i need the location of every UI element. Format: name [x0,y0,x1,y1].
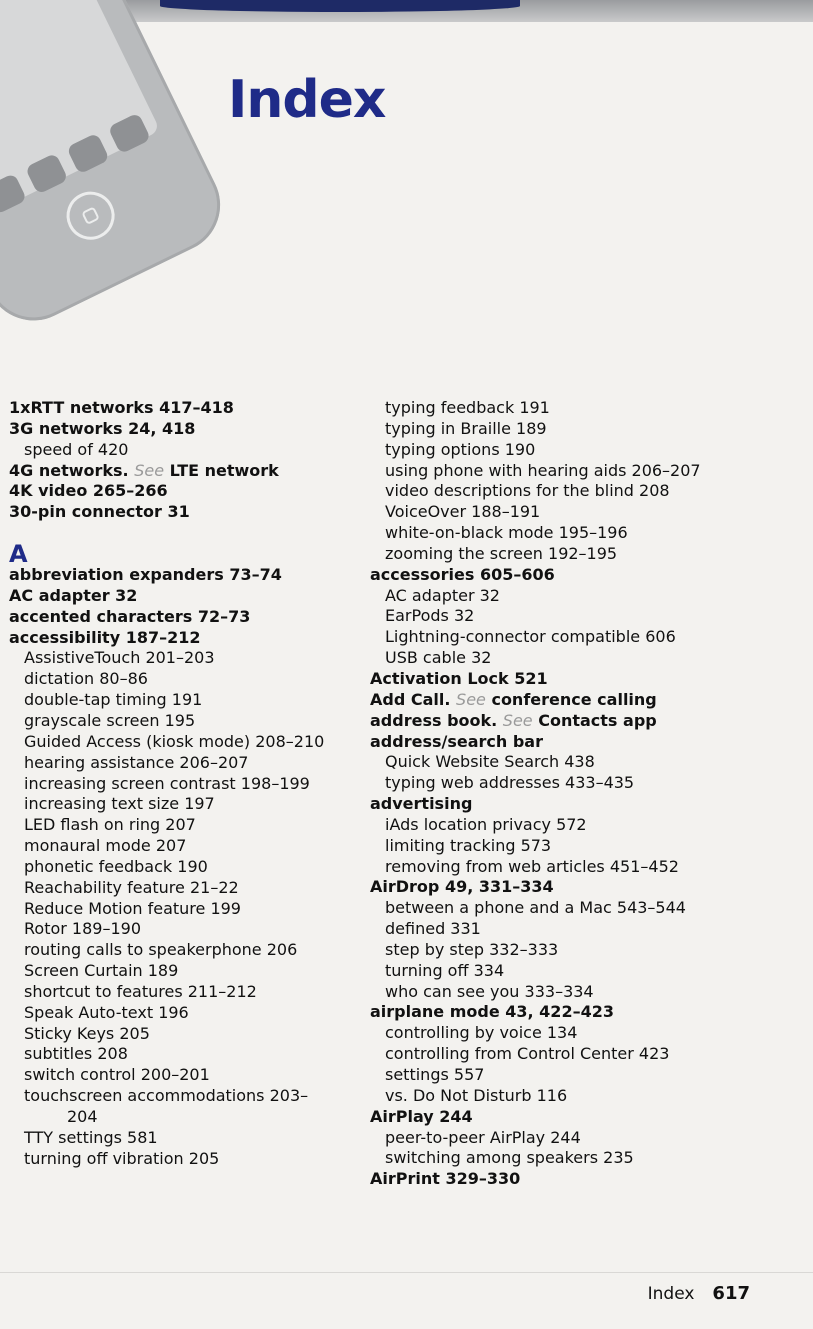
index-subentry: controlling by voice 134 [385,1023,578,1043]
index-letter-heading: A [9,540,28,569]
index-subentry: speed of 420 [24,439,129,459]
index-entry: address/search bar [370,731,543,751]
index-subentry: routing calls to speakerphone 206 [24,940,298,960]
see-reference-target: conference calling [491,689,657,709]
footer-rule [0,1272,813,1273]
index-subentry: typing web addresses 433–435 [385,773,635,793]
index-subentry: hearing assistance 206–207 [24,752,249,772]
index-subentry: limiting tracking 573 [385,835,552,855]
phone-screen [0,0,160,217]
index-entry-term: Add Call. [370,689,451,709]
index-subentry: video descriptions for the blind 208 [385,481,670,501]
index-subentry: touchscreen accommodations 203– [24,1086,309,1106]
index-subentry: removing from web articles 451–452 [385,856,679,876]
index-subentry: switching among speakers 235 [385,1148,634,1168]
index-subentry: Guided Access (kiosk mode) 208–210 [24,731,325,751]
index-entry [9,461,359,482]
index-subentry: grayscale screen 195 [24,710,196,730]
index-subentry: EarPods 32 [385,606,475,626]
index-subentry: dictation 80–86 [24,669,148,689]
top-band-accent [160,0,520,12]
index-subentry: vs. Do Not Disturb 116 [385,1085,568,1105]
index-subentry: zooming the screen 192–195 [385,543,618,563]
index-subentry: Screen Curtain 189 [24,961,179,981]
see-reference-label: See [502,710,533,730]
index-entry: 3G networks 24, 418 [9,418,196,438]
index-subentry: Lightning-connector compatible 606 [385,627,676,647]
index-subentry: Reachability feature 21–22 [24,877,239,897]
index-subentry: LED flash on ring 207 [24,815,196,835]
see-reference-target: LTE network [169,460,279,480]
index-subentry: TTY settings 581 [24,1127,158,1147]
index-subentry: who can see you 333–334 [385,981,594,1001]
index-entry: AC adapter 32 [9,585,138,605]
index-subentry: increasing screen contrast 198–199 [24,773,310,793]
index-entry: accessibility 187–212 [9,627,201,647]
see-reference-label: See [134,460,165,480]
index-entry [370,690,770,711]
see-reference-label: See [456,689,486,709]
index-subentry: white-on-black mode 195–196 [385,523,628,543]
index-subentry: Rotor 189–190 [24,919,141,939]
index-subentry: double-tap timing 191 [24,690,203,710]
index-entry: abbreviation expanders 73–74 [9,565,282,585]
page-title: Index [228,70,386,130]
index-entry: AirPrint 329–330 [370,1169,521,1189]
footer-label: Index [647,1284,695,1304]
index-subentry: phonetic feedback 190 [24,856,208,876]
index-subentry: turning off 334 [385,960,505,980]
index-subentry: typing feedback 191 [385,398,550,417]
index-subentry: using phone with hearing aids 206–207 [385,460,701,480]
index-entry: 30-pin connector 31 [9,502,190,522]
index-entry: AirDrop 49, 331–334 [370,877,554,897]
phone-illustration [0,0,236,337]
index-subentry: step by step 332–333 [385,939,559,959]
page-number: 617 [712,1283,750,1304]
page-footer [648,1283,750,1304]
index-subentry: USB cable 32 [385,648,492,668]
index-subentry: between a phone and a Mac 543–544 [385,898,686,918]
index-entry: 1xRTT networks 417–418 [9,398,234,417]
index-subentry: typing in Braille 189 [385,418,547,438]
index-subentry: peer-to-peer AirPlay 244 [385,1127,581,1147]
index-column-right [370,398,770,1190]
index-subentry: typing options 190 [385,439,536,459]
index-subentry: Reduce Motion feature 199 [24,898,241,918]
index-subentry: shortcut to features 211–212 [24,981,257,1001]
index-entry: AirPlay 244 [370,1106,473,1126]
index-subentry: Speak Auto-text 196 [24,1002,189,1022]
index-subentry: Sticky Keys 205 [24,1023,150,1043]
index-subentry: iAds location privacy 572 [385,814,587,834]
index-subentry: monaural mode 207 [24,836,187,856]
index-entry [370,711,770,732]
index-subentry: subtitles 208 [24,1044,128,1064]
see-reference-target: Contacts app [538,710,657,730]
index-subentry: Quick Website Search 438 [385,752,595,772]
index-entry: accented characters 72–73 [9,606,251,626]
index-entry: 4K video 265–266 [9,481,168,501]
index-entry: advertising [370,794,473,814]
index-subentry: defined 331 [385,919,481,939]
index-entry: Activation Lock 521 [370,668,548,688]
index-subentry: AssistiveTouch 201–203 [24,648,215,668]
index-entry-term: 4G networks. [9,460,129,480]
index-subentry: controlling from Control Center 423 [385,1044,670,1064]
index-entry: accessories 605–606 [370,564,555,584]
index-entry-term: address book. [370,710,498,730]
index-subentry-continuation: 204 [67,1107,98,1126]
index-subentry: turning off vibration 205 [24,1148,220,1168]
index-subentry: increasing text size 197 [24,794,215,814]
index-subentry: AC adapter 32 [385,585,500,605]
index-subentry: switch control 200–201 [24,1065,210,1085]
index-column-left [9,398,359,1170]
home-button-icon [58,184,122,248]
index-subentry: VoiceOver 188–191 [385,502,541,522]
index-subentry: settings 557 [385,1065,485,1084]
index-entry: airplane mode 43, 422–423 [370,1002,614,1022]
